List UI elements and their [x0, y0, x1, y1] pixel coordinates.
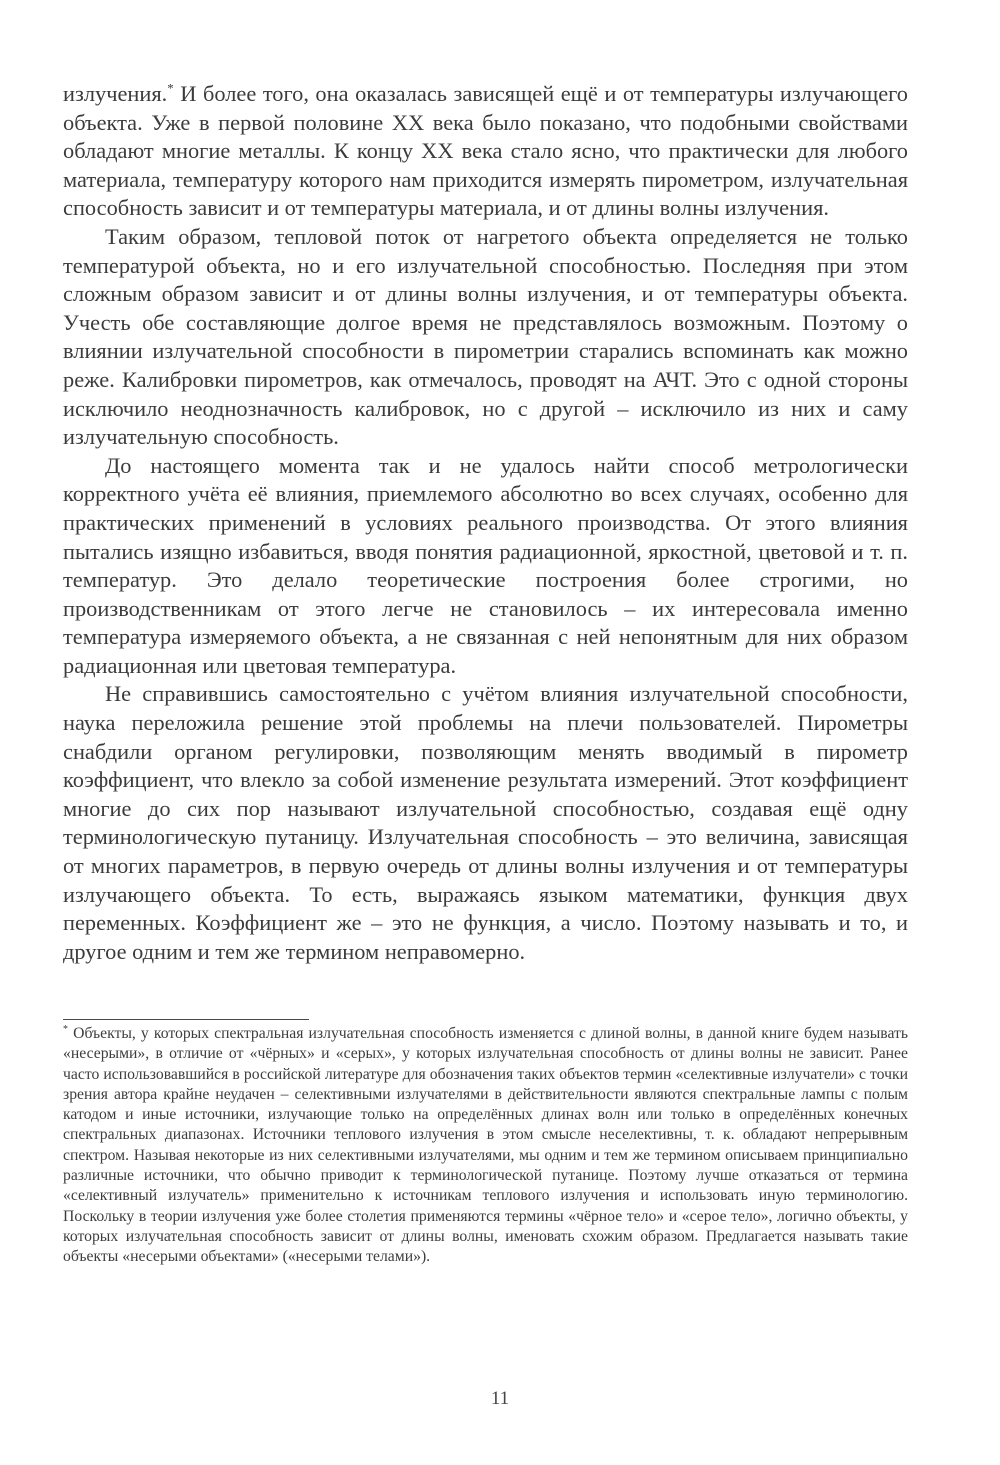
- paragraph-4: Не справившись самостоятельно с учётом влияния излучательной способности, наука переложила решение этой проблемы на плечи пользователей. Пирометры снабдили органом регулировки, позволяющим менять вводимый в пирометр коэффициент, что влекло за собой изменение результата измерений. Этот коэффициент многие до сих пор называют излучательной способностью, создавая ещё одну терминологическую путаницу. Излучательная способность – это величина, зависящая от многих параметров, в первую очередь от длины волны излучения и от температуры излучающего объекта. То есть, выражаясь языком математики, функция двух переменных. Коэффициент же – это не функция, а число. Поэтому называть и то, и другое одним и тем же термином неправомерно.: [63, 681, 908, 964]
- footnote-marker: *: [63, 1023, 68, 1035]
- footnote-separator: [63, 1019, 309, 1020]
- paragraph-1-start: излучения.: [63, 81, 168, 106]
- paragraph-1: [63, 80, 908, 223]
- footnote-reference[interactable]: *: [167, 80, 174, 96]
- main-text: [63, 80, 908, 966]
- footnote: [63, 1024, 908, 1268]
- footnote-text: Объекты, у которых спектральная излучательная способность изменяется с длиной волны, в данной книге будем называть «несерыми», в отличие от «чёрных» и «серых», у которых излучательная способность от длины волны не зависит. Ранее часто использовавшийся в российской литературе для обозначения таких объектов термин «селективные излучатели» с точки зрения автора крайне неудачен – селективными излучателями в действительности являются спектральные лампы с полым катодом и иные источники, излучающие только на определённых длинах волн или только в определённых конечных спектральных диапазонах. Источники теплового излучения в этом смысле неселективны, т. к. обладают непрерывным спектром. Называя некоторые из них селективными излучателями, мы одним и тем же термином описываем принципиально различные источники, что обычно приводит к терминологической путанице. Поэтому лучше отказаться от термина «селективный излучатель» применительно к источникам теплового излучения и использовать иную терминологию. Поскольку в теории излучения уже более столетия применяются термины «чёрное тело» и «серое тело», логично объекты, у которых излучательная способность зависит от длины волны, именовать схожим образом. Предлагается называть такие объекты «несерыми объектами» («несерыми телами»).: [63, 1025, 909, 1266]
- paragraph-1-rest: И более того, она оказалась зависящей ещё и от температуры излучающего объекта. Уже в первой половине XX века было показано, что подобными свойствами обладают многие металлы. К концу XX века стало ясно, что практически для любого материала, температуру которого нам приходится измерять пирометром, излучательная способность зависит и от температуры материала, и от длины волны излучения.: [63, 81, 908, 221]
- page-number: 11: [490, 1388, 510, 1409]
- paragraph-2: Таким образом, тепловой поток от нагретого объекта определяется не только температурой объекта, но и его излучательной способностью. Последняя при этом сложным образом зависит и от длины волны излучения, и от температуры объекта. Учесть обе составляющие долгое время не представлялось возможным. Поэтому о влиянии излучательной способности в пирометрии старались вспоминать как можно реже. Калибровки пирометров, как отмечалось, проводят на АЧТ. Это с одной стороны исключило неоднозначность калибровок, но с другой – исключило из них и саму излучательную способность.: [63, 223, 908, 450]
- paragraph-3: До настоящего момента так и не удалось найти способ метрологически корректного учёта её влияния, приемлемого абсолютно во всех случаях, особенно для практических применений в условиях реального производства. От этого влияния пытались изящно избавиться, вводя понятия радиационной, яркостной, цветовой и т. п. температур. Это делало теоретические построения более строгими, но производственникам от этого легче не становилось – их интересовала именно температура измеряемого объекта, а не связанная с ней непонятным для них образом радиационная или цветовая температура.: [63, 452, 908, 678]
